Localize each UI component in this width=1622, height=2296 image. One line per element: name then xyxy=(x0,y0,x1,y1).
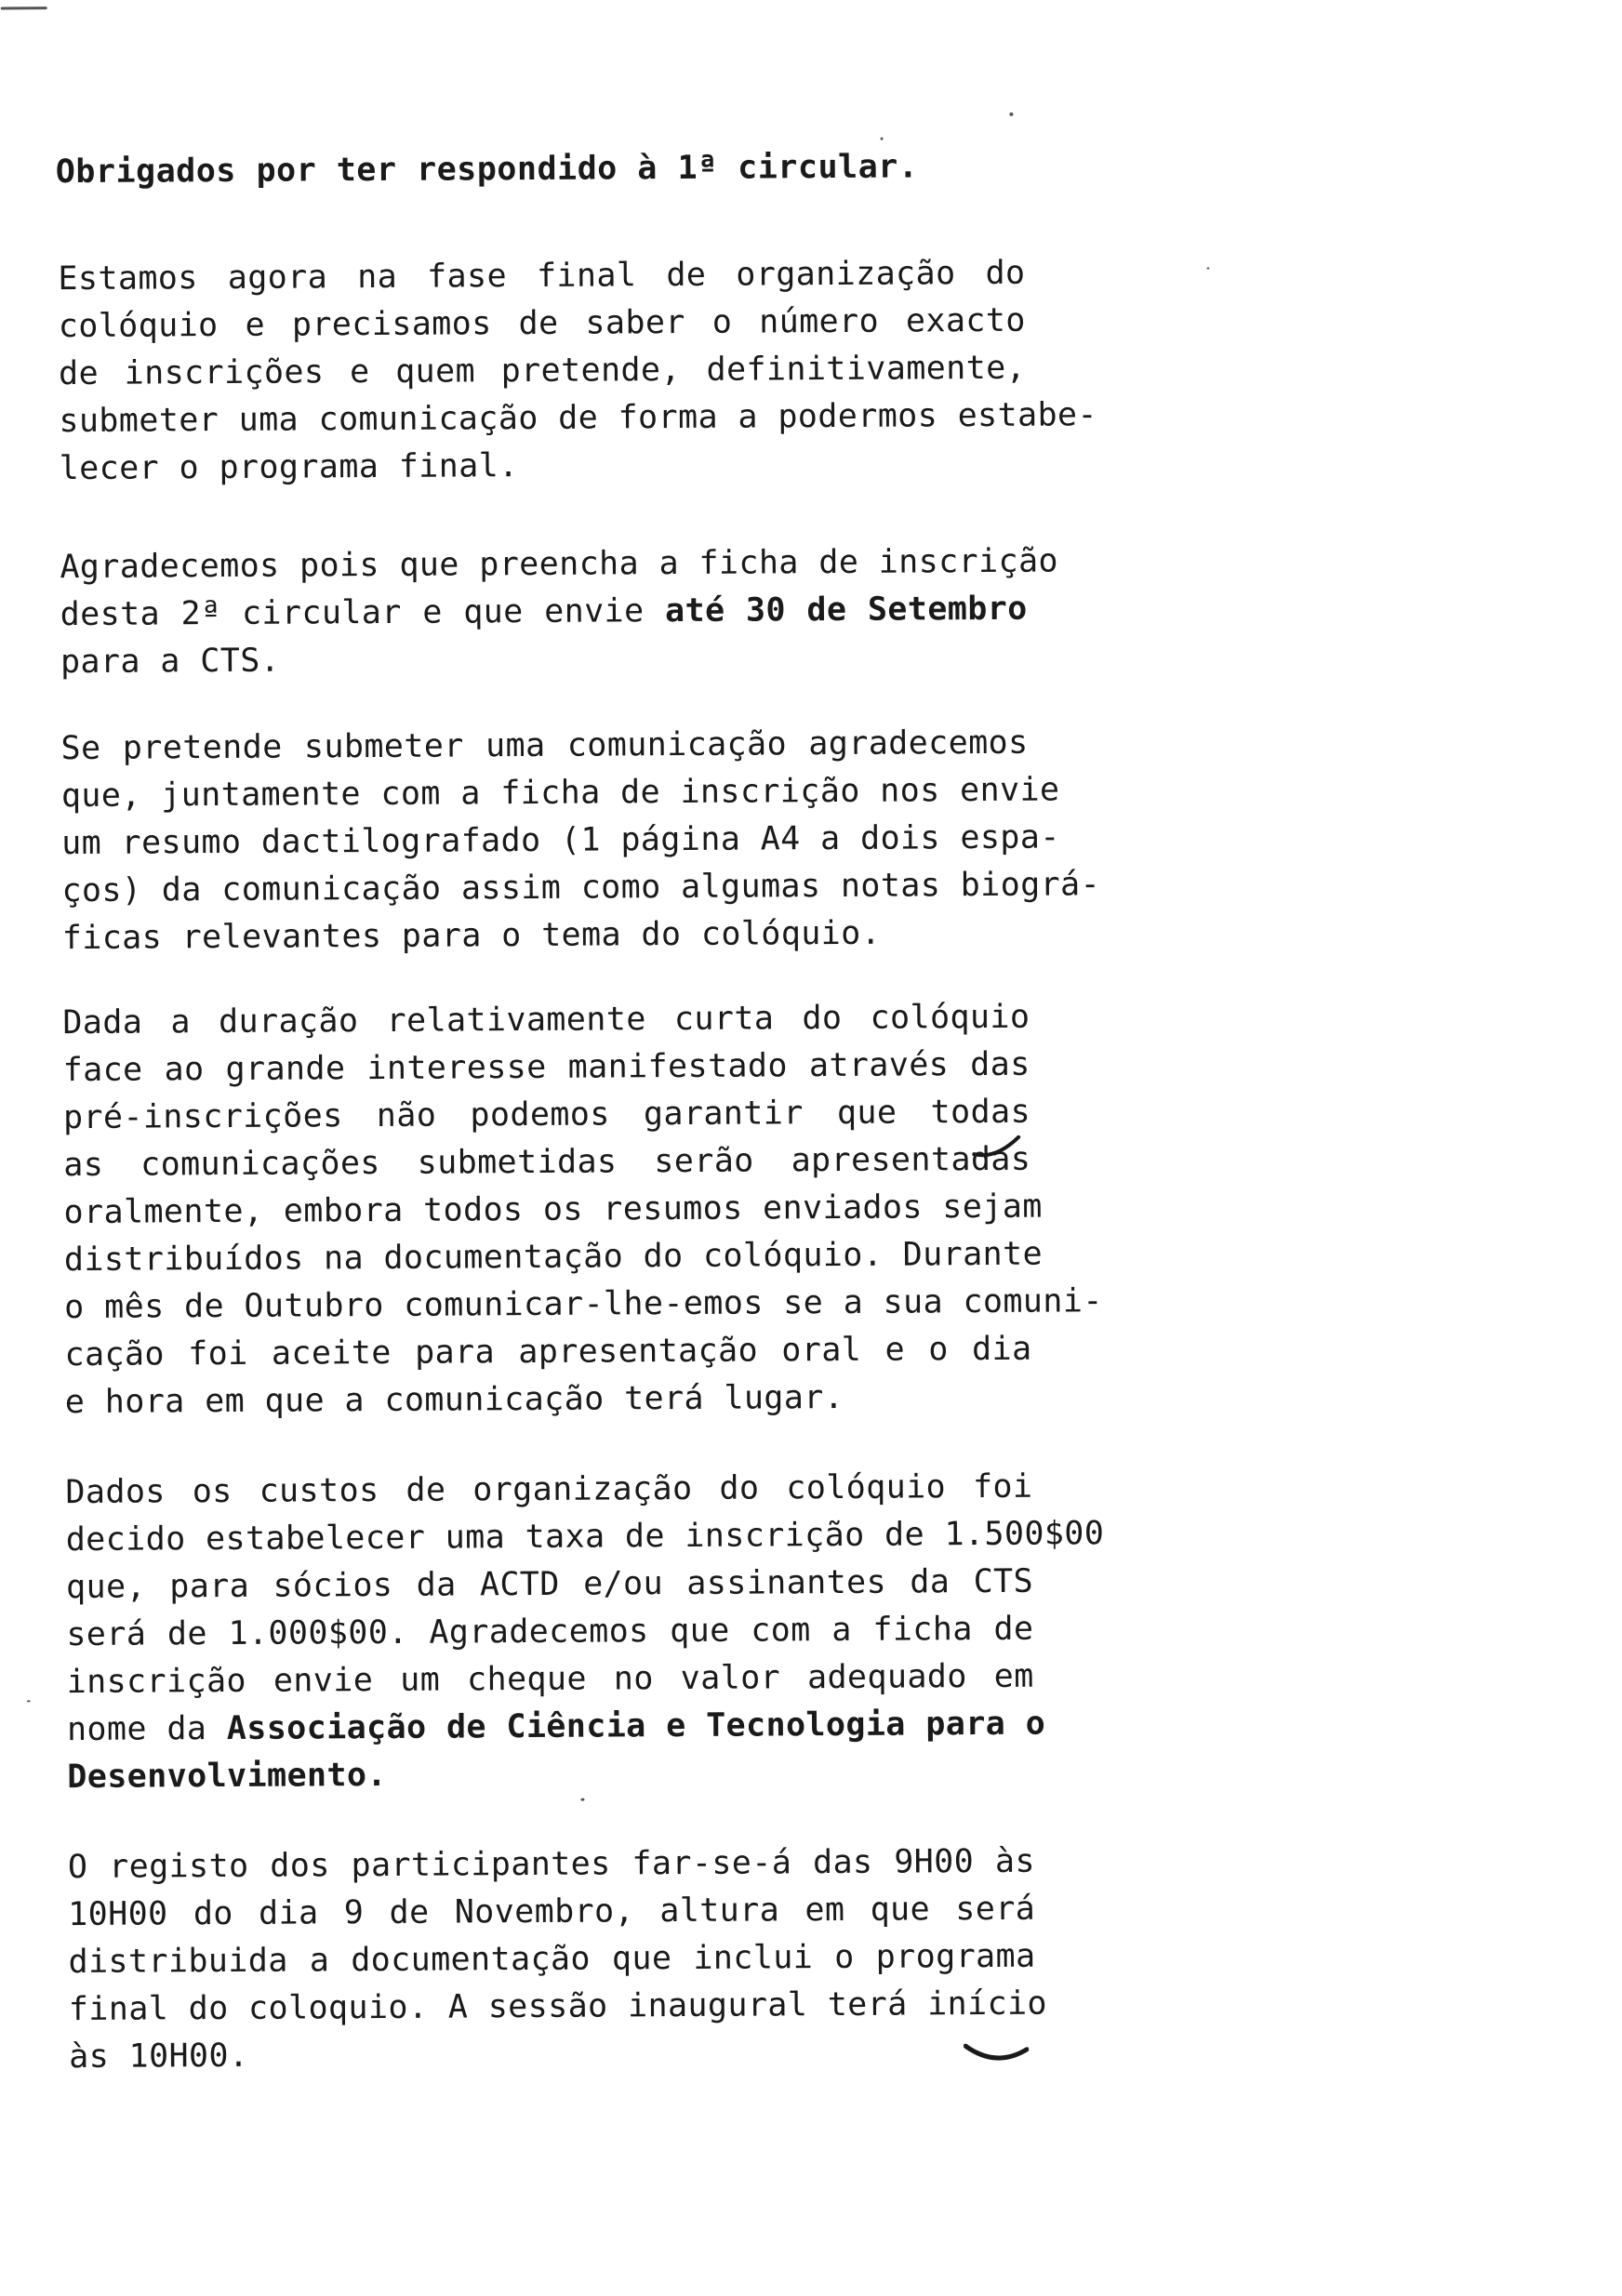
paper-speck xyxy=(1206,268,1209,270)
text-line: submeter uma comunicação de forma a podermos estabe- xyxy=(59,396,1098,441)
paper-speck xyxy=(580,1798,584,1801)
text-line: Se pretende submeter uma comunicação agradecemos xyxy=(60,723,1029,768)
text-line: para a CTS. xyxy=(60,642,281,682)
text-line: Estamos agora na fase final de organização do xyxy=(58,254,1026,299)
text-line: colóquio e precisamos de saber o número exacto xyxy=(58,301,1026,346)
paper-speck xyxy=(27,1700,31,1702)
ink-curve-mark xyxy=(964,2040,1029,2068)
text-line: decido estabelecer uma taxa de inscrição de 1.500$00 xyxy=(65,1515,1105,1559)
text-line: distribuídos na documentação do colóquio. Durante xyxy=(63,1235,1044,1280)
paper-speck xyxy=(1009,113,1013,116)
text-line: de inscrições e quem pretende, definitivamente, xyxy=(58,349,1027,393)
text-line: Dada a duração relativamente curta do colóquio xyxy=(62,998,1030,1042)
paragraph-taxa-inscricao xyxy=(65,1464,1105,1801)
text-line: o mês de Outubro comunicar-lhe-emos se a sua comuni- xyxy=(64,1282,1103,1327)
text-line: Dados os custos de organização do colóquio foi xyxy=(65,1467,1033,1512)
text-line: lecer o programa final. xyxy=(59,447,519,488)
text-line: oralmente, embora todos os resumos enviados sejam xyxy=(63,1188,1043,1232)
text-line: final do coloquio. A sessão inaugural terá início xyxy=(68,1984,1048,2029)
ink-curve-mark xyxy=(972,1135,1028,1163)
text-line: 10H00 do dia 9 de Novembro, altura em que será xyxy=(68,1890,1036,1934)
text-line: que, juntamente com a ficha de inscrição nos envie xyxy=(60,771,1060,816)
text-line: será de 1.000$00. Agradecemos que com a ficha de xyxy=(66,1610,1034,1654)
deadline-emphasis: até 30 de Setembro xyxy=(664,590,1028,630)
text-line: pré-inscrições não podemos garantir que todas xyxy=(62,1093,1031,1137)
text-line: inscrição envie um cheque no valor adequado em xyxy=(66,1657,1034,1702)
paper-speck xyxy=(1,7,47,9)
paragraph-ficha-inscricao xyxy=(60,538,1059,686)
text-line: O registo dos participantes far-se-á das 9H00 às xyxy=(67,1842,1036,1887)
paper-speck xyxy=(881,138,884,140)
text-line-mixed xyxy=(60,586,1028,639)
text-line: Agradecemos pois que preencha a ficha de inscrição xyxy=(60,542,1059,587)
paragraph-organizacao xyxy=(58,250,1098,493)
text-line: que, para sócios da ACTD e/ou assinantes da CTS xyxy=(65,1562,1034,1607)
text-segment: nome da xyxy=(66,1710,207,1749)
association-name-end: Desenvolvimento. xyxy=(67,1756,388,1797)
paragraph-duracao xyxy=(62,994,1103,1427)
paragraph-comunicacao xyxy=(60,720,1101,962)
text-line: ficas relevantes para o tema do colóquio. xyxy=(61,914,882,958)
text-line: e hora em que a comunicação terá lugar. xyxy=(64,1378,844,1422)
text-line: ços) da comunicação assim como algumas notas biográ- xyxy=(61,866,1101,910)
text-line: cação foi aceite para apresentação oral e o dia xyxy=(64,1330,1032,1374)
letter-heading: Obrigados por ter respondido à 1ª circular. xyxy=(55,148,919,192)
text-line: um resumo dactilografado (1 página A4 a dois espa- xyxy=(61,818,1060,863)
text-line: distribuida a documentação que inclui o programa xyxy=(68,1937,1036,1982)
text-line: face ao grande interesse manifestado através das xyxy=(62,1045,1030,1090)
text-line: as comunicações submetidas serão apresentadas xyxy=(63,1140,1031,1185)
paragraph-registo xyxy=(67,1838,1048,2081)
text-segment: desta 2ª circular e que envie xyxy=(60,592,645,634)
text-line: às 10H00. xyxy=(69,2037,249,2077)
text-line-mixed xyxy=(66,1701,1046,1754)
association-name: Associação de Ciência e Tecnologia para o xyxy=(226,1705,1046,1748)
